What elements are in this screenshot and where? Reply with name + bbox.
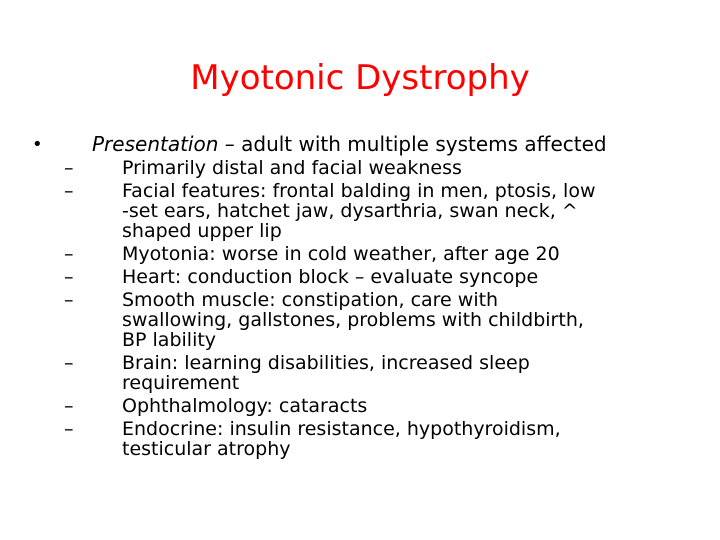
dash-marker: – xyxy=(64,266,74,288)
dash-marker: – xyxy=(64,395,74,417)
dash-marker: – xyxy=(64,289,74,311)
sub-bullet-text: Primarily distal and facial weakness xyxy=(122,157,462,179)
sub-bullet-text: Endocrine: insulin resistance, hypothyroidism, testicular atrophy xyxy=(122,418,561,460)
sub-bullet-item xyxy=(64,396,704,416)
sub-bullet-item xyxy=(64,244,704,264)
sub-bullet-text: Ophthalmology: cataracts xyxy=(122,395,368,417)
sub-bullet-text: Smooth muscle: constipation, care with swallowing, gallstones, problems with childbirth, BP lability xyxy=(122,289,584,351)
dash-marker: – xyxy=(64,180,74,202)
sub-bullet-text: Heart: conduction block – evaluate syncope xyxy=(122,266,539,288)
sub-bullet-item xyxy=(64,181,704,241)
bullet-marker: • xyxy=(32,134,43,155)
sub-bullet-item xyxy=(64,158,704,178)
bullet-presentation xyxy=(92,132,702,156)
sub-bullet-item xyxy=(64,419,704,459)
dash-marker: – xyxy=(64,352,74,374)
dash-marker: – xyxy=(64,157,74,179)
sub-bullet-text: Myotonia: worse in cold weather, after age 20 xyxy=(122,243,560,265)
slide-title: Myotonic Dystrophy xyxy=(190,58,530,98)
bullet-lead-text: – adult with multiple systems affected xyxy=(218,132,607,156)
dash-marker: – xyxy=(64,243,74,265)
bullet-lead-emphasis: Presentation xyxy=(92,132,219,156)
sub-bullet-item xyxy=(64,353,704,393)
dash-marker: – xyxy=(64,418,74,440)
sub-bullet-list xyxy=(64,158,704,462)
sub-bullet-item xyxy=(64,290,704,350)
sub-bullet-item xyxy=(64,267,704,287)
sub-bullet-text: Brain: learning disabilities, increased sleep requirement xyxy=(122,352,530,394)
sub-bullet-text: Facial features: frontal balding in men, ptosis, low -set ears, hatchet jaw, dysarthria, swan neck, ^ shaped upper lip xyxy=(122,180,596,242)
